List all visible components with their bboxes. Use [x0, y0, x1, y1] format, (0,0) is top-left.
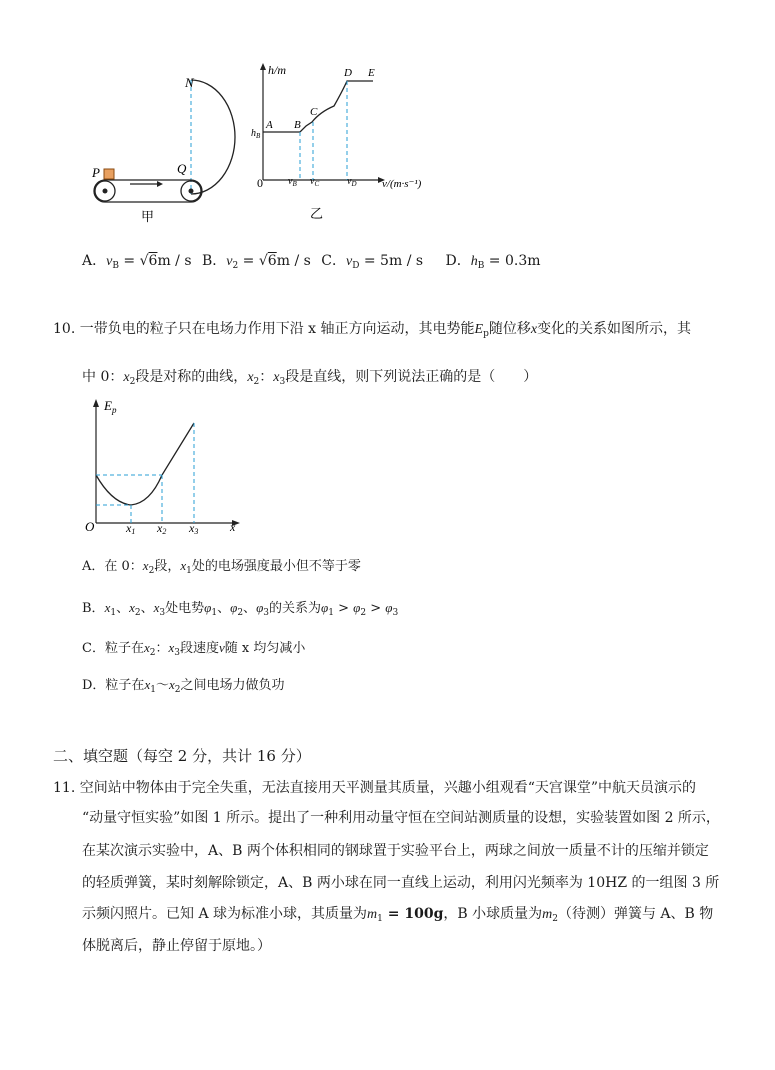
svg-text:vB — [288, 176, 297, 188]
label-c: C — [310, 106, 318, 118]
q9-option-a: A．$v_B = √6m / s$ — [82, 253, 192, 271]
label-vd: v — [347, 176, 352, 187]
svg-text:vD — [347, 176, 357, 188]
q9-option-c: C．$v_D = 5m / s$ — [321, 253, 424, 271]
label-vc-sub: C — [314, 180, 320, 188]
q10-line1: 10. 一带负电的粒子只在电场力作用下沿 x 轴正方向运动，其电势能$E_p$随位移x变化的关系如图所示，其 — [53, 321, 692, 339]
q10-option-a: A．在 0：$x_2$段，$x_1$处的电场强度最小但不等于零 — [82, 558, 361, 576]
label-a: A — [266, 119, 273, 131]
label-v-axis: v/(m·s⁻¹) — [382, 178, 422, 190]
q9-options — [82, 250, 541, 271]
ep-x3: x — [189, 521, 195, 535]
svg-text:hB — [251, 128, 261, 140]
label-vb-sub: B — [292, 180, 297, 188]
q11-number: 11. — [53, 780, 76, 796]
ep-x-label: x — [230, 520, 236, 534]
ep-label: E — [104, 398, 112, 413]
q9-option-d: D．$h_B = 0.3m$ — [445, 253, 541, 271]
q10-option-b: B．$x_1$、$x_2$、$x_3$处电势$\varphi_1$、$\varphi_2$、$\varphi_3$的关系为$\varphi_1 > \varphi_2 > \varphi_3$ — [82, 600, 399, 618]
label-d: D — [344, 67, 352, 79]
label-p: P — [92, 165, 100, 180]
q11-line2: “动量守恒实验”如图 1 所示。提出了一种利用动量守恒在空间站测质量的设想，实验装置如图 2 所示， — [82, 810, 720, 826]
section-2-title: 二、填空题（每空 2 分，共计 16 分） — [53, 747, 311, 765]
figure-jia — [85, 65, 250, 225]
label-n: N — [185, 75, 194, 90]
ep-x1: x — [126, 521, 132, 535]
q10-number: 10. — [53, 321, 76, 337]
q10-ep-graph — [82, 395, 247, 535]
label-vd-sub: D — [351, 180, 357, 188]
label-hb-sub: B — [256, 132, 261, 140]
label-hb: h — [251, 128, 256, 139]
y-axis-arrow — [260, 63, 266, 70]
label-origin: 0 — [257, 176, 263, 190]
right-roller-axle — [189, 189, 194, 194]
ep-label-sub: p — [111, 405, 117, 415]
figure-yi — [250, 60, 440, 225]
semicircle-track — [191, 80, 235, 194]
block-p — [104, 169, 114, 179]
q11-line1: 11. 空间站中物体由于完全失重，无法直接用天平测量其质量，兴趣小组观看“天宫课堂”中航天员演示的 — [53, 780, 697, 796]
ep-x1-sub: 1 — [131, 527, 136, 535]
ep-y-arrow — [93, 399, 99, 407]
svg-text:Ep — [103, 398, 117, 415]
hv-curve — [263, 81, 373, 132]
q10-option-c: C．粒子在$x_2$：$x_3$段速度v随 x 均匀减小 — [82, 640, 306, 658]
ep-x2-sub: 2 — [162, 527, 167, 535]
left-roller-axle — [103, 189, 108, 194]
ep-x2: x — [157, 521, 163, 535]
label-e: E — [368, 67, 375, 79]
label-yi: 乙 — [310, 206, 324, 221]
label-q: Q — [177, 161, 187, 176]
q11-line6: 体脱离后，静止停留于原地。） — [82, 938, 271, 954]
q10-line2: 中 0：$x_2$段是对称的曲线，$x_2$：$x_3$段是直线，则下列说法正确的是（ ） — [82, 369, 538, 387]
q11-line5: 示频闪照片。已知 A 球为标准小球，其质量为$m_1 = 100g$，B 小球质量为$m_2$（待测）弹簧与 A、B 物 — [82, 906, 714, 924]
label-vb: v — [288, 176, 293, 187]
label-vc: v — [310, 176, 315, 187]
q10-option-d: D．粒子在$x_1\sim x_2$之间电场力做负功 — [82, 677, 285, 695]
q11-line3: 在某次演示实验中，A、B 两个体积相同的钢球置于实验平台上，两球之间放一质量不计的压缩并锁定 — [82, 843, 709, 859]
ep-curve — [96, 423, 194, 505]
q9-option-b: B．$v_2 = √6m / s$ — [201, 253, 311, 271]
q11-line4: 的轻质弹簧，某时刻解除锁定，A、B 两小球在同一直线上运动，利用闪光频率为 10HZ 的一组图 3 所 — [82, 875, 720, 891]
label-h-axis: h/m — [268, 63, 286, 77]
label-b: B — [294, 119, 301, 131]
svg-text:vC — [310, 176, 319, 188]
label-jia: 甲 — [141, 209, 155, 224]
ep-x3-sub: 3 — [194, 527, 199, 535]
ep-origin: O — [85, 519, 95, 534]
motion-arrowhead — [157, 181, 163, 187]
